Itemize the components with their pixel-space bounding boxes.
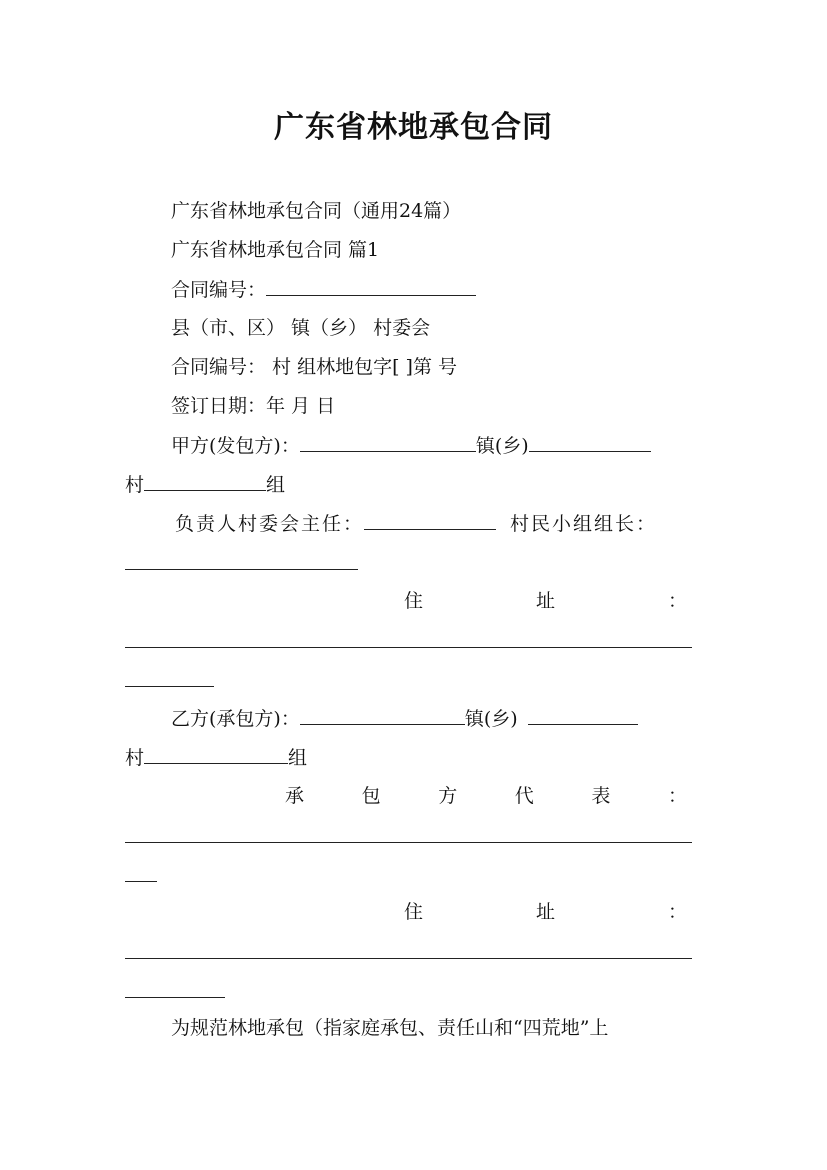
party-b-label: 乙方(承包方)： [171, 708, 300, 730]
party-a-address-label [404, 588, 687, 614]
party-b-town-blank[interactable] [528, 705, 638, 725]
party-b-address-blank-2[interactable] [125, 997, 225, 998]
address-colon: ： [667, 590, 687, 612]
party-b-village-line [125, 744, 307, 771]
party-a-village-blank[interactable] [144, 471, 266, 491]
document-title: 广东省林地承包合同 [274, 110, 553, 145]
party-b-representative-blank-1[interactable] [125, 842, 692, 843]
party-b-blank[interactable] [300, 705, 465, 725]
address-colon: ： [667, 901, 687, 923]
sign-date-line: 签订日期：年 月 日 [171, 395, 336, 417]
address-char: 址 [535, 590, 555, 612]
party-a-address-blank-2[interactable] [125, 686, 214, 687]
party-a-town-blank[interactable] [529, 432, 651, 452]
representative-char: 包 [361, 785, 381, 807]
party-a-blank[interactable] [300, 432, 476, 452]
group-leader-label: 村民小组组长： [510, 513, 658, 535]
party-a-town-label: 镇(乡) [475, 435, 529, 457]
party-b-village-label: 村 [125, 747, 145, 769]
contract-subheading: 广东省林地承包合同 篇1 [171, 239, 380, 261]
party-a-label: 甲方(发包方)： [171, 435, 300, 457]
representative-colon: ： [667, 785, 687, 807]
representative-char: 代 [514, 785, 534, 807]
committee-director-label: 负责人村委会主任： [175, 513, 365, 535]
representative-char: 承 [285, 785, 305, 807]
responsible-person-line [175, 510, 657, 537]
party-a-village-line [125, 471, 285, 498]
party-b-town-label: 镇(乡) [464, 708, 518, 730]
address-char: 址 [535, 901, 555, 923]
address-char: 住 [404, 590, 424, 612]
party-a-group-label: 组 [266, 474, 286, 496]
representative-char: 表 [591, 785, 611, 807]
party-b-representative-blank-2[interactable] [125, 881, 157, 882]
contract-number-label: 合同编号： [171, 279, 267, 301]
party-b-group-label: 组 [288, 747, 308, 769]
party-a-village-label: 村 [125, 474, 145, 496]
party-b-address-label [404, 899, 687, 925]
group-leader-blank[interactable] [125, 569, 358, 570]
county-town-line: 县（市、区） 镇（乡） 村委会 [171, 317, 431, 339]
contract-heading: 广东省林地承包合同（通用24篇） [171, 200, 462, 222]
party-b-address-blank-1[interactable] [125, 958, 692, 959]
party-b-line [171, 705, 638, 732]
party-a-line [171, 432, 651, 459]
representative-char: 方 [438, 785, 458, 807]
address-char: 住 [404, 901, 424, 923]
contract-number-line [171, 276, 476, 303]
party-b-village-blank[interactable] [144, 744, 288, 764]
preamble-paragraph: 为规范林地承包（指家庭承包、责任山和“四荒地”上 [171, 1017, 609, 1039]
committee-director-blank[interactable] [364, 510, 496, 530]
contract-code-line: 合同编号： 村 组林地包字[ ]第 号 [171, 356, 457, 378]
party-b-representative-label [285, 783, 687, 809]
contract-number-blank[interactable] [266, 276, 476, 296]
party-a-address-blank-1[interactable] [125, 647, 692, 648]
